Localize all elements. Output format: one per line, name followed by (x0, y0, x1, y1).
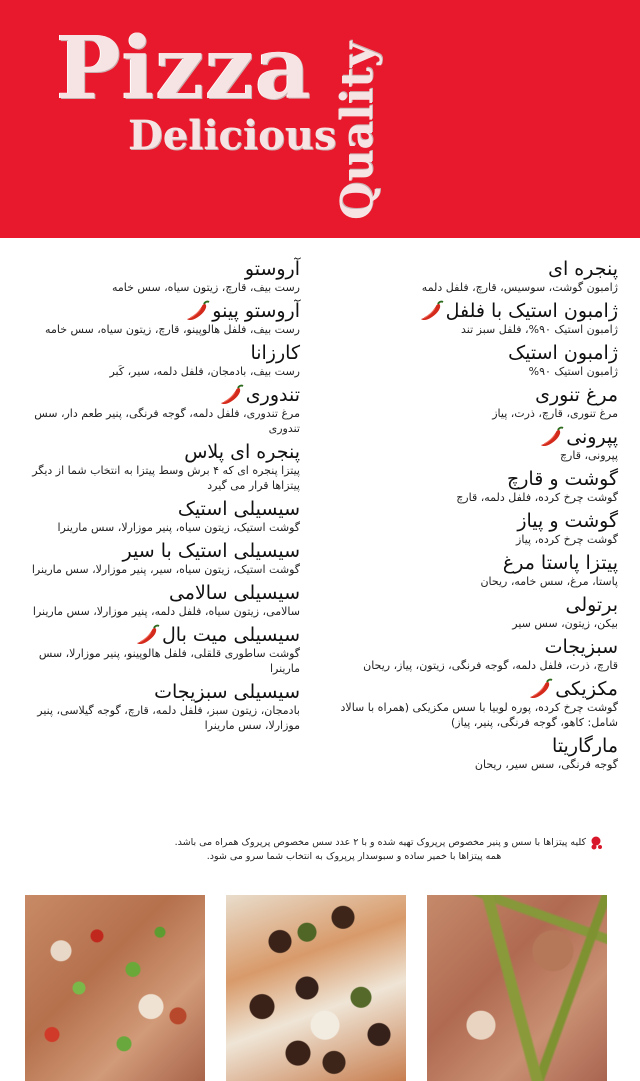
menu-item-ingredients: رست بیف، قارچ، زیتون سیاه، سس خامه (111, 281, 300, 294)
menu-item-left-5 (10, 498, 300, 535)
menu-item-right-4 (318, 426, 618, 463)
pizza-photo-strip (0, 895, 640, 1081)
menu-item-left-7 (10, 582, 300, 619)
menu-item-title: پپرونی (566, 426, 618, 448)
menu-item-title: سبزیجات (544, 636, 618, 658)
menu-item-ingredients: مرغ تندوری، فلفل دلمه، گوجه فرنگی، پنیر طعم دار، سس تندوری (34, 407, 300, 435)
menu-item-ingredients: گوشت ساطوری قلقلی، فلفل هالوپینو، پنیر موزارلا، سس مارینرا (38, 647, 300, 675)
banner-title-pizza: Pizza (56, 18, 312, 119)
menu-item-name (250, 342, 300, 364)
menu-item-title: پنجره ای پلاس (184, 441, 300, 463)
menu-item-title: سیسیلی سبزیجات (154, 681, 300, 703)
menu-item-name (178, 498, 300, 520)
menu-item-left-9 (10, 681, 300, 733)
menu-item-ingredients: ژامبون استیک ۹۰%، فلفل سبز تند (461, 323, 618, 336)
note-text-1: کلیه پیتزاها با سس و پنیر مخصوص پرپروک تهیه شده و با ۲ عدد سس مخصوص پرپروک همراه می باشد. (174, 837, 586, 848)
menu-item-left-4 (10, 441, 300, 493)
menu-item-name (552, 735, 618, 757)
chili-pepper-icon (538, 426, 564, 448)
menu-item-name (184, 441, 300, 463)
menu-item-ingredients: گوشت چرخ کرده، پیاز (516, 533, 618, 546)
menu-item-right-0 (318, 258, 618, 295)
menu-item-ingredients: گوجه فرنگی، سس سیر، ریحان (474, 758, 618, 771)
menu-item-right-8 (318, 594, 618, 631)
menu-item-right-1 (318, 300, 618, 337)
menu-item-right-7 (318, 552, 618, 589)
menu-item-title: سیسیلی سالامی (168, 582, 300, 604)
menu-item-right-2 (318, 342, 618, 379)
menu-item-title: مارگاریتا (552, 735, 618, 757)
menu-item-left-6 (10, 540, 300, 577)
menu-item-name (508, 342, 618, 364)
menu-item-ingredients: گوشت چرخ کرده، پوره لوبیا با سس مکزیکی (همراه با سالاد شامل: کاهو، گوجه فرنگی، پنیر، پیاز) (340, 701, 618, 729)
menu-item-name (507, 468, 618, 490)
menu-item-left-3 (10, 384, 300, 436)
menu-item-title: پیتزا پاستا مرغ (502, 552, 618, 574)
menu-item-ingredients: گوشت استیک، زیتون سیاه، پنیر موزارلا، سس مارینرا (57, 521, 300, 534)
menu-item-title: گوشت و قارچ (506, 468, 618, 490)
menu-item-ingredients: رست بیف، بادمجان، فلفل دلمه، سیر، کَبر (109, 365, 300, 378)
menu-item-title: سیسیلی میت بال (162, 624, 300, 646)
menu-item-ingredients: ژامبون گوشت، سوسیس، قارچ، فلفل دلمه (421, 281, 618, 294)
menu-item-title: مکزیکی (555, 678, 618, 700)
menu-item-name (169, 582, 300, 604)
menu-item-title: مرغ تنوری (535, 384, 618, 406)
menu-item-name (517, 510, 618, 532)
pizza-green-pepper-photo (427, 895, 607, 1081)
menu-item-name (418, 300, 618, 322)
note-line-1 (24, 836, 604, 850)
chili-pepper-icon (134, 624, 160, 646)
menu-item-ingredients: گوشت استیک، زیتون سیاه، سیر، پنیر موزارلا، سس مارینرا (31, 563, 300, 576)
bullet-dots-icon (590, 836, 604, 850)
banner-subtitle-delicious: Delicious (128, 112, 337, 159)
banner-subtitle-quality: Quality (332, 41, 383, 220)
menu-item-name (184, 300, 300, 322)
menu-item-title: تندوری (245, 384, 300, 406)
chili-pepper-icon (218, 384, 244, 406)
menu-item-ingredients: سالامی، زیتون سیاه، فلفل دلمه، پنیر موزارلا، سس مارینرا (32, 605, 300, 618)
menu-item-right-5 (318, 468, 618, 505)
menu-item-title: سیسیلی استیک (177, 498, 300, 520)
menu-item-ingredients: پاستا، مرغ، سس خامه، ریحان (480, 575, 618, 588)
menu-item-name (527, 678, 618, 700)
menu-item-right-9 (318, 636, 618, 673)
menu-item-ingredients: رست بیف، فلفل هالوپینو، قارچ، زیتون سیاه، سس خامه (45, 323, 300, 336)
menu-item-name (123, 540, 300, 562)
menu-item-title: ژامبون استیک با فلفل (445, 300, 618, 322)
menu-item-ingredients: قارچ، ذرت، فلفل دلمه، گوجه فرنگی، زیتون، پیاز، ریحان (363, 659, 618, 672)
menu-column-left (10, 258, 300, 738)
menu-item-title: آروستو پینو (212, 300, 300, 322)
menu-item-name (535, 384, 618, 406)
chili-pepper-icon (184, 300, 210, 322)
menu-item-title: پنجره ای (548, 258, 618, 280)
menu-item-title: سیسیلی استیک با سیر (122, 540, 300, 562)
menu-item-title: ژامبون استیک (508, 342, 618, 364)
menu-item-name (503, 552, 618, 574)
menu-item-ingredients: گوشت چرخ کرده، فلفل دلمه، قارچ (456, 491, 618, 504)
menu-item-name (245, 258, 300, 280)
menu-list (22, 258, 618, 838)
menu-item-name (565, 594, 618, 616)
menu-item-name (545, 636, 618, 658)
menu-item-left-0 (10, 258, 300, 295)
chili-pepper-icon (418, 300, 444, 322)
menu-item-left-2 (10, 342, 300, 379)
menu-item-name (548, 258, 618, 280)
menu-item-ingredients: ژامبون استیک ۹۰% (528, 365, 618, 378)
menu-item-right-6 (318, 510, 618, 547)
menu-item-name (154, 681, 300, 703)
menu-item-ingredients: مرغ تنوری، قارچ، ذرت، پیاز (492, 407, 618, 420)
menu-item-title: آروستو (244, 258, 300, 280)
menu-item-left-1 (10, 300, 300, 337)
chili-pepper-icon (527, 678, 553, 700)
menu-item-right-3 (318, 384, 618, 421)
pizza-vegetables-photo (25, 895, 205, 1081)
menu-item-title: گوشت و پیاز (517, 510, 618, 532)
menu-item-ingredients: پیتزا پنجره ای که ۴ برش وسط پیتزا به انتخاب شما از دیگر پیتزاها قرار می گیرد (32, 464, 300, 492)
menu-item-title: برتولی (565, 594, 618, 616)
menu-item-ingredients: بیکن، زیتون، سس سیر (512, 617, 618, 630)
menu-item-ingredients: پپرونی، قارچ (559, 449, 618, 462)
menu-item-name (218, 384, 300, 406)
menu-column-right (318, 258, 618, 777)
menu-item-ingredients: بادمجان، زیتون سبز، فلفل دلمه، قارچ، گوجه گیلاسی، پنیر موزارلا، سس مارینرا (37, 704, 300, 732)
menu-item-right-10 (318, 678, 618, 730)
menu-item-right-11 (318, 735, 618, 772)
menu-item-name (538, 426, 618, 448)
pizza-meatball-photo (226, 895, 406, 1081)
header-banner (0, 0, 640, 238)
menu-item-left-8 (10, 624, 300, 676)
menu-item-name (134, 624, 300, 646)
menu-item-title: کارزانا (250, 342, 300, 364)
menu-notes (24, 836, 604, 864)
note-text-2: همه پیتزاها با خمیر ساده و سبوسدار پرپروک به انتخاب شما سرو می شود. (206, 851, 502, 862)
